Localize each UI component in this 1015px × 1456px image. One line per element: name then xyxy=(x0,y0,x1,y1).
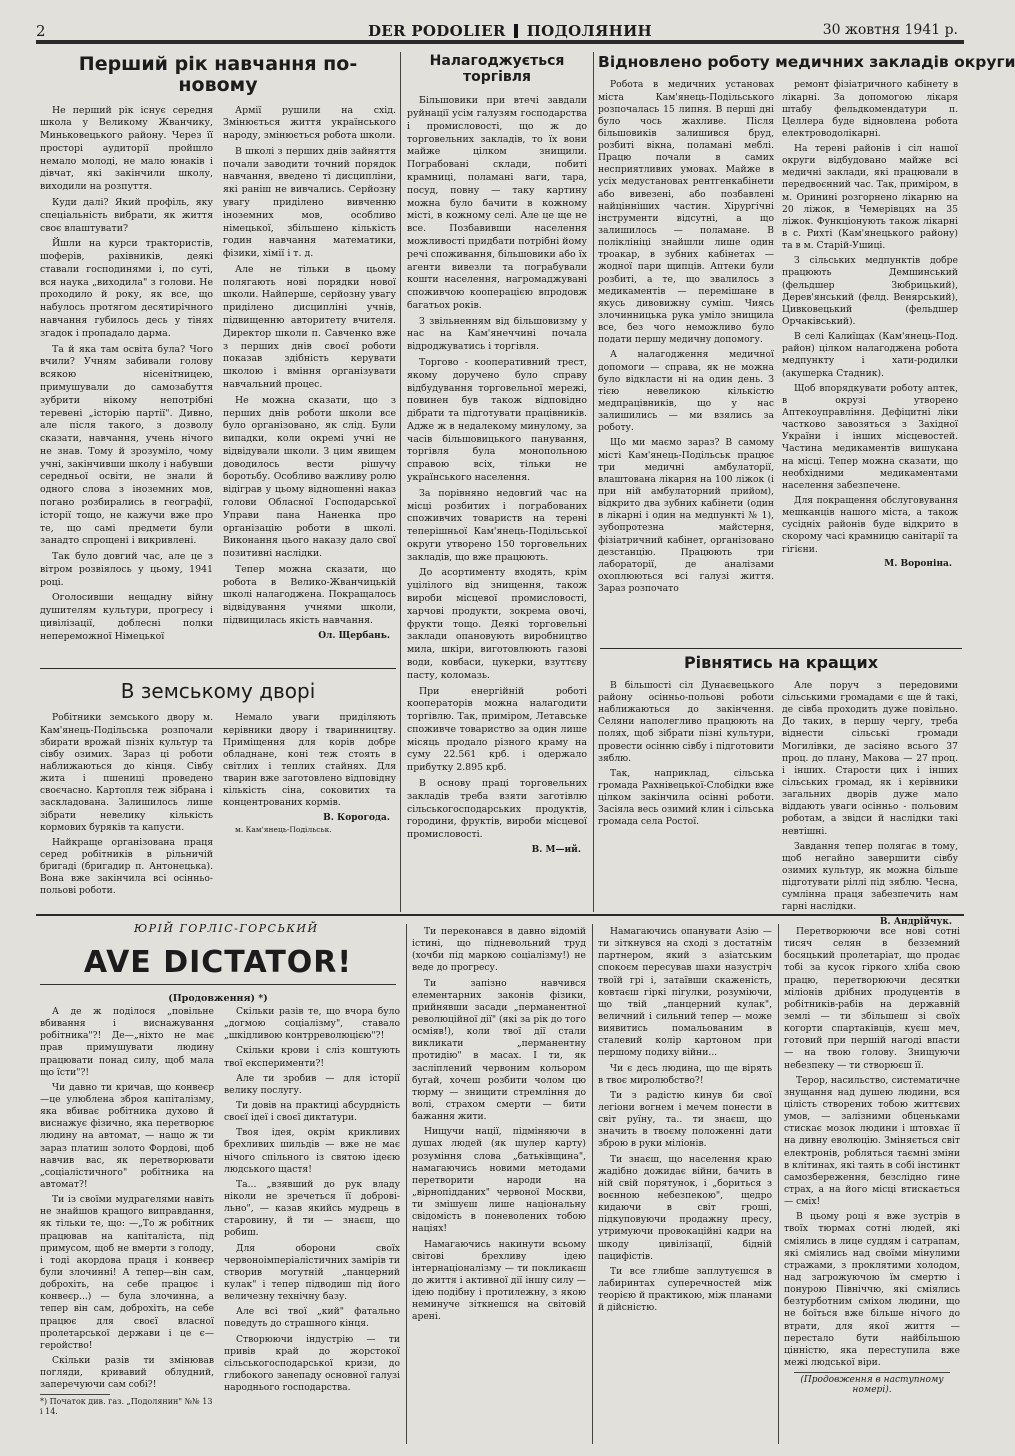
paragraph: З звільненням від більшовизму у нас на Кам'янеччині почала відроджуватись і торгівля. xyxy=(407,315,587,353)
paragraph: Але не тільки в цьому полягають нові порядки нової школи. Найперше, серйозну увагу приділено дисципліні учнів, підвищенню авторитету вчителя. Директор школи п. Савченко вже з перших днів своєї роботи показав здібність керувати школою і вміння організувати навчальний процес. xyxy=(223,263,396,390)
paragraph: Щоб впорядкувати роботу аптек, в окрузі утворено Аптекоуправління. Дефіцитні ліки частково завозяться з Західної України і інших місцевостей. Частина медикаментів вишукана на місці. Тепер можна сказати, що необхідними медикаментами населення забезпечене. xyxy=(782,382,958,491)
paragraph: До асортименту входять, крім уцілілого від знищення, також вироби місцевої промисловості, харчові продукти, зокрема овочі, фрукти тощо. Деякі торговельні заклади опановують виробництво мила, шкіри, виготовлюють газові води, ковбаси, цукерки, взуттєву пасту, коломазь. xyxy=(407,567,587,681)
paragraph: Але всі твої „кий" фатально поведуть до страшного кінця. xyxy=(224,1306,400,1330)
article-title: Налагоджується торгівля xyxy=(429,53,565,85)
paragraph: При енергійній роботі кооператорів можна налагодити торгівлю. Так, приміром, Летавське споживче товариство за один лише місяць продало різного краму на суму 22.561 крб. і одержало прибутку 2.895 крб. xyxy=(407,685,587,774)
article-title: Рівнятись на кращих xyxy=(683,653,879,672)
paragraph: Йшли на курси трактористів, шоферів, рахівників, деякі ставали господинями і, по суті, вся наука „виходила" з голови. Не проходило й року, як все, що набулось протягом десятирічного навчання губилось десь у тінях згадок і пропадало дарма. xyxy=(40,238,213,339)
paragraph: Ти довів на практиці абсурдність своєї ідеї і своєї диктатури. xyxy=(224,1099,400,1124)
article-column xyxy=(223,712,396,900)
paragraph: В школі з перших днів зайняття почали заводити точний порядок навчання, введено ті дисципліни, які раніш не вивчались. Серйозну увагу приділено вивченню іноземних мов, особливо німецької, збільшено кількість годин навчання математики, фізики, хімії і т. д. xyxy=(223,145,396,260)
page-number: 2 xyxy=(36,22,46,40)
paragraph: Завдання тепер полягає в тому, щоб негайно завершити сівбу озимих культур, як можна більше підготувати ріллі під зяблю. Чесна, сумлінна праця забезпечить нам гарні наслідки. xyxy=(782,840,958,913)
paragraph: В основу праці торговельних закладів треба взяти заготівлю сільськогосподарських продуктів, городини, фруктів, вироби місцевої промисловості. xyxy=(407,777,587,841)
paragraph: Але ти зробив — для історії велику послугу. xyxy=(224,1072,400,1096)
paragraph: Твоя ідея, окрім крикливих брехливих шильдів — вже не має нічого спільного із святою ідеєю людського щастя! xyxy=(224,1127,400,1175)
article-author: Ол. Щербань. xyxy=(318,630,390,641)
paragraph: Не можна сказати, що з перших днів роботи школи все було організовано, як слід. Були випадки, коли окремі учні не відвідували школи. З цим явищем доводилось вести рішучу боротьбу. Особливо важливу ролю відіграв у цьому відношенні наказ голови Обласної Господарської Управи пана Наненка про організацію роботи в школі. Виконання цього наказу дало свої позитивні наслідки. xyxy=(223,394,396,560)
article-medical xyxy=(598,53,1015,644)
paragraph: Найкраще організована праця серед робітників в рільничій бригаді (бригадир п. Антонецька). Вона вже закінчила всі осінньо-польові роботи. xyxy=(40,836,213,897)
paragraph: Для покращення обслуговування мешканців нашого міста, а також сусідніх районів буде відкрито в скорому часі крамницю санітарії та гігієни. xyxy=(782,495,958,555)
paragraph: Для оборони своїх червоноімперіалістичних замірів ти створив могутній „панцерний кулак" і тепер підводиш під його величезну технічну базу. xyxy=(224,1242,400,1303)
article-column xyxy=(40,105,213,647)
paragraph: Більшовики при втечі завдали руйнації усім галузям господарства і промисловості, що ж до торговельних закладів, то їх вони майже цілком знищили. Пограбовані склади, побиті крамниці, поламані ваги, тара, посуд, повну — таку картину можна було бачити в кожному місті, в кожному селі. Але це ще не все. Позбавивши населення можливості придбати потрібні йому речі споживання, більшовики або їх агенти вивезли та пограбували кошти населення, нагромаджувані споживчою кооперацією впродовж багатьох років. xyxy=(407,95,587,311)
section-rule xyxy=(40,668,396,669)
masthead xyxy=(368,22,652,40)
article-column xyxy=(782,79,958,598)
paragraph: В більшості сіл Дунаєвецького району осінньо-польові роботи наближаються до закінчення. Селяни наполегливо працюють на полях, щоб зібрати пізні культури, провести осінню сівбу і підготовити зяблю. xyxy=(598,679,774,764)
paragraph: За порівняно недовгий час на місці розбитих і пограбованих споживчих товариств на терені теперішньої Кам'янець-Подільської округи утворено 150 торговельних закладів, що вже працюють. xyxy=(407,487,587,563)
paragraph: Ти запізно навчився елементарних законів фізики, прийнявши засади „перманентної революційної дії" (які за рік до того осміяв!), коли твої дії стали викликати „перманентну протидію" в масах. І ти, як засліплений червоним кольором бугай, хочеш розбити чолом цю тюрму — знищити стремління до волі, страхом смерти — бити бажання жити. xyxy=(412,977,586,1123)
paragraph: А налагодження медичної допомоги — справа, як не можна було відкласти ні на один день. З тією невеликою кількістю медпрацівників, що у нас залишились — ми взялись за роботу. xyxy=(598,349,774,434)
paragraph: Терор, насильство, систематичне знущання над душею людини, вся цілість створених тобою життєвих умов, — залізними обценьками стискає мозок людини і штовхає її на дивну еволюцію. Зміняється світ електронів, робляться таємні зміни в клітинах, які таять в собі інстинкт самозбереження, безслідно гине страх, а на його місці втискається — сміх! xyxy=(784,1074,960,1208)
article-trade xyxy=(407,54,587,910)
article-column xyxy=(784,926,960,1446)
issue-date: 30 жовтня 1941 р. xyxy=(822,22,958,38)
paragraph: Але поруч з передовими сільськими громадами є ще й такі, де сівба проходить дуже повільно. До таких, в першу чергу, треба віднести сільські громади Могилівки, де засіяно всього 37 проц. до плану, Макова — 27 проц. і інших. Старости цих і інших сільських громад, як і керівники загальних дворів дуже мало віддають уваги осінньо - польовим роботам, а звідси й наслідки такі невтішні. xyxy=(782,679,958,837)
divider-2 xyxy=(593,52,594,912)
article-ave-dictator xyxy=(36,920,964,1448)
article-author: М. Вороніна. xyxy=(884,558,952,569)
paragraph: На терені районів і сіл нашої округи відбудовано майже всі медичні заклади, які працювали в передвоєнний час. Так, приміром, в м. Оринині розгорнено лікарню на 20 ліжок, в Чемерівцях на 35 ліжок. Функціонують також лікарні в с. Рихті (Кам'янецького району) та в м. Старій-Ушиці. xyxy=(782,143,958,252)
paragraph: ремонт фізіатричного кабінету в лікарні. За допомогою лікаря штабу фельдкомендатури п. Целлера буде відновлена робота електроводолікарні. xyxy=(782,79,958,139)
article-column xyxy=(598,680,774,929)
paragraph: Скільки разів ти змінював погляди, кривавий облудний, заперечуючи сам собі?! xyxy=(40,1354,214,1391)
paragraph: Створюючи індустрію — ти привів край до жорстокої сільськогосподарської кризи, до глибокого занепаду основної галузі народнього господарства. xyxy=(224,1333,400,1394)
paragraph: Скільки крови і сліз коштують твої експерименти?! xyxy=(224,1045,400,1069)
paragraph: Куди далі? Який профіль, яку спеціальність вибрати, як життя своє влаштувати? xyxy=(40,197,213,234)
section-rule xyxy=(600,648,962,649)
paragraph: Скільки разів те, що вчора було „догмою соціалізму", ставало „шкідливою контрреволюцією"?! xyxy=(224,1006,400,1042)
article-column xyxy=(412,926,586,1446)
paragraph: Чи давно ти кричав, що конвеєр—це улюблена зброя капіталізму, яка вбиває робітника духово й виснажує фізично, яка перетворює людину на автомат, — нащо ж ти зараз платиш золото Фордові, щоб навчив вас, як перетворювати „соціалістичного" робітника на автомат?! xyxy=(40,1081,214,1190)
article-zemsky-yard xyxy=(40,674,396,910)
article-column xyxy=(224,1006,400,1446)
article-author: В. Андрійчук. xyxy=(879,916,952,927)
paragraph: Ти із своїми мудрагелями навіть не знайшов кращого виправдання, як тільки те, що: —„То ж робітник працював на капіталіста, під примусом, щоб не вмерти з голоду, і тоді акордова праця і конвеєр були злочинні! А тепер—він сам, доброхіть, на себе працює і конвеєр...) — була злочинна, а тепер він сам, доброхіть, на себе працює для своєї власної пролетарської держави і це є—геройство! xyxy=(40,1194,214,1351)
paragraph: Чи є десь людина, що ще вірять в твоє миролюбство?! xyxy=(598,1062,772,1086)
article-column xyxy=(598,79,774,598)
footnote: *) Початок див. газ. „Подолянин" №№ 13 і 14. xyxy=(40,1397,213,1417)
paragraph: Оголосивши нещадну війну душителям культури, прогресу і цивілізації, доблесні полки непереможної Німецької xyxy=(40,592,213,642)
article-column xyxy=(598,926,772,1446)
paragraph: В селі Калиїщах (Кам'янець-Под. район) цілком налагоджена робота медпункту і хати-родилки (акушерка Стадник). xyxy=(782,331,958,379)
paragraph: Нищучи нації, підміняючи в душах людей (як шулер карту) розуміння слова „батьківщина", намагаючись новими методами перетворити народи на „вірнопідданих" червоної Москви, ти змішуєш лише національну свідомість в поневолених тобою націях! xyxy=(412,1126,586,1235)
article-column xyxy=(40,1006,214,1446)
paragraph: Немало уваги приділяють керівники двору і тваринництву. Приміщення для корів добре обладнане, коні теж стоять в світлих і теплих стайнях. Для тварин вже заготовлено відповідну кількість сіна, соковитих та концентрованих кормів. xyxy=(223,712,396,809)
paragraph: Робота в медичних установах міста Кам'янець-Подільського розпочалась 15 липня. В перші дні було чось жахливе. Після більшовиків залишився бруд, розбиті вікна, поламані меблі. Працю почали в самих несприятливих умовах. Майже в усіх медустановах рентгенкабінети або вивезені, або позбавлені найцінніших частин. Хірургічні інструменти відсутні, а що залишилось — поламане. В поліклініці знайшли лише один троакар, в зубних кабінетах — жодної пари щипців. Аптеки були розбиті, а те, що звалилось з медикаментів — перемішане в якусь дивовижну суміш. Чиясь злочинницька рука уміло знищила все, без чого неможливо було подати першу медичну допомогу. xyxy=(598,79,774,346)
paragraph: З сільських медпунктів добре працюють Демшинський (фельдшер Зюбрицький), Дерев'янський (фелд. Венярський), Цивковецький (фельдшер Орчаківський). xyxy=(782,255,958,328)
article-place: м. Кам'янець-Подільськ. xyxy=(235,824,332,834)
paragraph: Перетворюючи все нові сотні тисяч селян в безземний босяцький пролетаріат, що продає тобі за кусок гіркого хліба свою працю, перетворюючи десятки міліонів дрібних продуцентів в робітників-рабів на державній землі — ти збільшеш зі своїх когорти спартаківців, куєш меч, готовий при першій нагоді впасти — на твою голову. Знищуючи небезпеку — ти створюєш її. xyxy=(784,926,960,1071)
paragraph: Торгово - кооперативний трест, якому доручено було справу відбудування торговельної мережі, повинен був також відповідно дібрати та підготувати працівників. Адже ж в недалекому минулому, за часів більшовицького панування, торгівля була монопольною справою всіх, тільки не українського населення. xyxy=(407,356,587,483)
feuilleton-subtitle: (Продовження) *) xyxy=(168,993,268,1004)
masthead-right: ПОДОЛЯНИН xyxy=(526,22,653,40)
paragraph: Та... „взявший до рук владу ніколи не зречеться її добровільно", — казав якийсь мудрець в старовину, й ти — знаєш, що робиш. xyxy=(224,1178,400,1239)
paragraph: Армії рушили на схід. Змінюється життя українського народу, змінюється робота школи. xyxy=(223,104,396,142)
feuilleton-author: ЮРІЙ ГОРЛІС-ГОРСЬКИЙ xyxy=(134,922,319,935)
paragraph: Намагаючись опанувати Азію — ти зіткнувся на сході з достатнім партнером, який з азіатським спокоєм пересував шахи назустріч твоїй грі і, затаївши скаженість, ковтаєш гіркі пігулки, розуміючи, що твій „панцерний кулак", величний і сильний тепер — може виявитись помальованим в сталевий колір картоном при першому подиху війни... xyxy=(598,926,772,1059)
paragraph: Ти знаєш, що населення краю жадібно дожидає війни, бачить в ній свій порятунок, і „бориться з воєнною небезпекою", щедро кидаючи в світ гроші, підкуповуючи продажну пресу, утримуючи провокаційні кадри на шкоду цивілізації, бідній пацифістів. xyxy=(598,1153,772,1262)
paragraph: Так, наприклад, сільська громада Рахнівецької-Слобідки вже цілком закінчила осінні роботи. Засіяла весь озимий клин і сільська громада села Ростої. xyxy=(598,767,774,828)
paragraph: Ти переконався в давно відомій істині, що підневольний труд (хочби під маркою соціалізму!) не веде до прогресу. xyxy=(412,926,586,974)
paragraph: Робітники земського двору м. Кам'янець-Подільська розпочали збирати врожай пізніх культур та сівбу озимих. Зараз ці роботи наближаються до кінця. Сівбу жита і пшениці проведено своєчасно. Картопля теж зібрана і заскладована. Залишилось лише зібрати невелику кількість кормових буряків та капусти. xyxy=(40,712,213,833)
column-divider xyxy=(778,924,779,1444)
feuilleton-head xyxy=(40,922,396,1004)
paragraph: Намагаючись накинути всьому світові брехливу ідею інтернаціоналізму — ти покликаєш до життя і активної дії іншу силу — ідею подібну і протилежну, з якою неминуче зіткнешся на світовій арені. xyxy=(412,1238,586,1323)
masthead-left: DER PODOLIER xyxy=(368,22,506,40)
article-title: В земському дворі xyxy=(120,679,316,703)
paragraph: В цьому році я вже зустрів в твоїх тюрмах сотні людей, які сміялись в лице суддям і сатрапам, які сміялись над своїми мінулими стражами, з проклятими холодом, над загрожуючою їм смертю і понурою Північчю, які сміялись безтурботним сміхом людини, що не боїться вже більше нічого до втрати, для якої життя — перестало бути найбільшою цінністю, яка переступила вже межі людської віри. xyxy=(784,1211,960,1368)
article-title: Перший рік навчання по-новому xyxy=(78,53,358,97)
paragraph: Ти з радістю кинув би свої легіони вогнем і мечем понести в світ руїну, та.. ти знаєш, що значить в твоєму положенні дати зброю в руки міліонів. xyxy=(598,1089,772,1150)
paragraph: Ти все глибше заплутуєшся в лабиринтах суперечностей між теорією й практикою, між планами й дійсністю. xyxy=(598,1265,772,1314)
article-best xyxy=(598,653,964,927)
masthead-separator xyxy=(514,24,518,38)
article-column xyxy=(782,680,958,929)
header-rule xyxy=(36,40,964,44)
paragraph: Не перший рік існує середня школа у Великому Жванчику, Миньковецького району. Через її просторі аудиторії пройшло немало молоді, не мало юнаків і дівчат, які закінчили школу, виходили на розпуття. xyxy=(40,104,213,193)
column-divider xyxy=(592,924,593,1444)
section-divider xyxy=(36,914,964,916)
divider-1 xyxy=(400,52,401,912)
feuilleton-title: AVE DICTATOR! xyxy=(40,945,396,985)
article-column xyxy=(40,712,213,900)
article-first-year xyxy=(40,54,396,664)
paragraph: А де ж поділося „повільне вбивання і виснажування робітника"?! Де—„ніхто не має прав примушувати людину працювати понад силу, щоб мала що їсти"?! xyxy=(40,1006,214,1078)
article-author: В. Корогода. xyxy=(323,812,390,823)
paragraph: Що ми маємо зараз? В самому місті Кам'янець-Подільськ працює три медичні амбулаторії, влаштована лікарня на 100 ліжок (і при ній амбулаторний прийом), відкрито два зубних кабінети (один в лікарні і один на медпункті № 1), зубопротезна майстерня, фізіатричний кабінет, організовано дезстанцію. Працюють три лабораторії, де аналізами охоплюються всі галузі життя. Зараз розпочато xyxy=(598,437,774,595)
article-author: В. М—ий. xyxy=(531,844,581,855)
article-title: Відновлено роботу медичних закладів округи xyxy=(598,53,1015,71)
paragraph: Тепер можна сказати, що робота в Велико-Жванчицькій школі налагоджена. Покращалось відвідування учнями школи, підвищилась якість навчання. xyxy=(223,563,396,626)
paragraph: Так було довгий час, але це з вітром розвіялось у цьому, 1941 році. xyxy=(40,551,213,588)
paragraph: Та й яка там освіта була? Чого вчили? Учням забивали голову всякою нісенітницею, примушували до самозабуття зубрити нікому непотрібні теревені „історію партії". Дивно, але після такого, з дозволу сказати, навчання, учень нічого не знав. Тому й зрозуміло, чому учні, закінчивши школу і набувши середньої освіти, не знали й одного слова з іноземних мов, погано розбирались в географії, історії тощо, не кажучи вже про те, що самі предмети були занадто спрощені і викривлені. xyxy=(40,343,213,547)
continued-note: (Продовження в наступному номері). xyxy=(800,1375,944,1396)
column-divider xyxy=(406,924,407,1444)
article-column xyxy=(223,105,396,647)
